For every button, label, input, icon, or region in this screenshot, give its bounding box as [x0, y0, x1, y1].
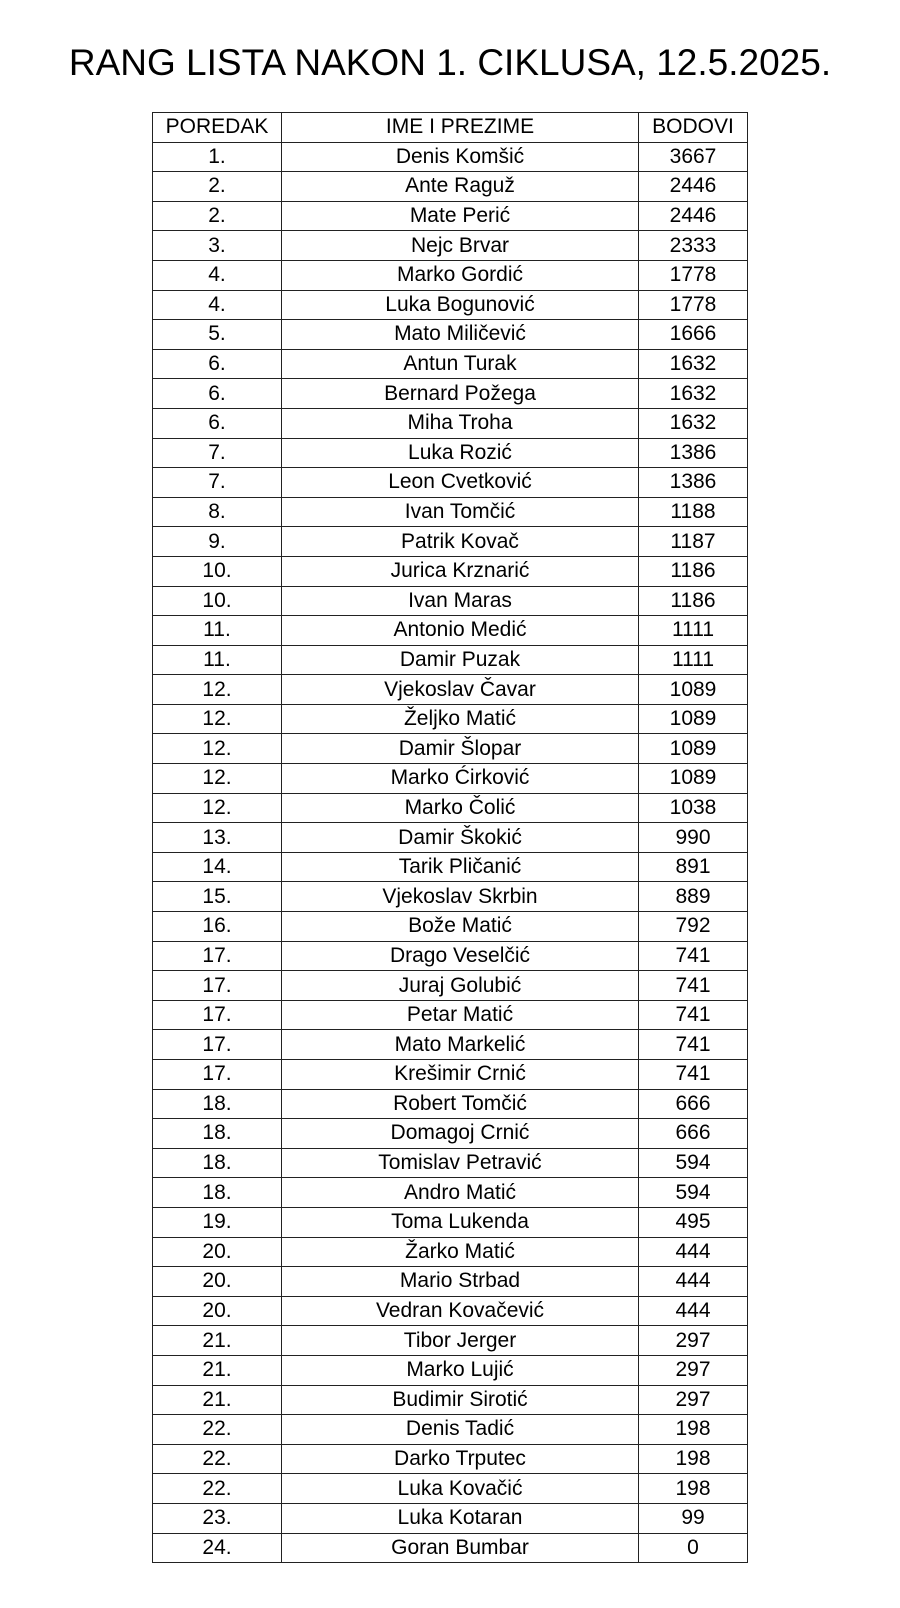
name-cell: Mato Miličević [282, 320, 639, 350]
rank-cell: 20. [153, 1296, 282, 1326]
rank-cell: 5. [153, 320, 282, 350]
points-cell: 1386 [639, 468, 748, 498]
rank-cell: 17. [153, 941, 282, 971]
table-row [153, 142, 748, 172]
points-cell: 1632 [639, 408, 748, 438]
ranking-table [152, 112, 748, 1563]
table-row [153, 1385, 748, 1415]
table-row [153, 1030, 748, 1060]
points-cell: 99 [639, 1503, 748, 1533]
name-cell: Krešimir Crnić [282, 1060, 639, 1090]
points-cell: 1089 [639, 675, 748, 705]
rank-cell: 12. [153, 734, 282, 764]
rank-cell: 20. [153, 1267, 282, 1297]
rank-cell: 16. [153, 912, 282, 942]
table-row [153, 320, 748, 350]
table-row [153, 764, 748, 794]
points-cell: 2333 [639, 231, 748, 261]
rank-cell: 21. [153, 1355, 282, 1385]
header-rank: POREDAK [153, 113, 282, 143]
name-cell: Juraj Golubić [282, 971, 639, 1001]
points-cell: 444 [639, 1296, 748, 1326]
name-cell: Toma Lukenda [282, 1207, 639, 1237]
table-row [153, 1533, 748, 1563]
name-cell: Antonio Medić [282, 616, 639, 646]
points-cell: 990 [639, 823, 748, 853]
table-row [153, 1444, 748, 1474]
name-cell: Bože Matić [282, 912, 639, 942]
table-row [153, 1089, 748, 1119]
points-cell: 495 [639, 1207, 748, 1237]
name-cell: Budimir Sirotić [282, 1385, 639, 1415]
points-cell: 741 [639, 941, 748, 971]
table-row [153, 823, 748, 853]
table-row [153, 675, 748, 705]
table-row [153, 616, 748, 646]
name-cell: Petar Matić [282, 1000, 639, 1030]
points-cell: 741 [639, 1060, 748, 1090]
name-cell: Andro Matić [282, 1178, 639, 1208]
name-cell: Marko Čolić [282, 793, 639, 823]
points-cell: 1111 [639, 616, 748, 646]
table-row [153, 586, 748, 616]
name-cell: Mate Perić [282, 201, 639, 231]
table-row [153, 793, 748, 823]
table-row [153, 527, 748, 557]
rank-cell: 19. [153, 1207, 282, 1237]
points-cell: 741 [639, 971, 748, 1001]
table-header-row [153, 113, 748, 143]
rank-cell: 17. [153, 971, 282, 1001]
points-cell: 198 [639, 1474, 748, 1504]
points-cell: 1632 [639, 379, 748, 409]
name-cell: Tibor Jerger [282, 1326, 639, 1356]
rank-cell: 21. [153, 1385, 282, 1415]
table-row [153, 912, 748, 942]
rank-cell: 6. [153, 379, 282, 409]
points-cell: 891 [639, 852, 748, 882]
points-cell: 198 [639, 1444, 748, 1474]
name-cell: Tarik Pličanić [282, 852, 639, 882]
rank-cell: 13. [153, 823, 282, 853]
rank-cell: 18. [153, 1178, 282, 1208]
name-cell: Darko Trputec [282, 1444, 639, 1474]
name-cell: Mario Strbad [282, 1267, 639, 1297]
name-cell: Luka Kotaran [282, 1503, 639, 1533]
rank-cell: 17. [153, 1060, 282, 1090]
points-cell: 1778 [639, 260, 748, 290]
name-cell: Damir Šlopar [282, 734, 639, 764]
points-cell: 2446 [639, 201, 748, 231]
name-cell: Ante Raguž [282, 172, 639, 202]
name-cell: Leon Cvetković [282, 468, 639, 498]
name-cell: Jurica Krznarić [282, 556, 639, 586]
table-row [153, 408, 748, 438]
rank-cell: 18. [153, 1148, 282, 1178]
name-cell: Damir Škokić [282, 823, 639, 853]
points-cell: 2446 [639, 172, 748, 202]
table-row [153, 645, 748, 675]
points-cell: 889 [639, 882, 748, 912]
rank-cell: 17. [153, 1030, 282, 1060]
rank-cell: 14. [153, 852, 282, 882]
points-cell: 444 [639, 1237, 748, 1267]
name-cell: Marko Ćirković [282, 764, 639, 794]
name-cell: Ivan Tomčić [282, 497, 639, 527]
table-row [153, 704, 748, 734]
table-row [153, 201, 748, 231]
rank-cell: 12. [153, 675, 282, 705]
name-cell: Damir Puzak [282, 645, 639, 675]
rank-cell: 2. [153, 172, 282, 202]
name-cell: Denis Tadić [282, 1415, 639, 1445]
name-cell: Miha Troha [282, 408, 639, 438]
points-cell: 1089 [639, 764, 748, 794]
name-cell: Bernard Požega [282, 379, 639, 409]
name-cell: Luka Bogunović [282, 290, 639, 320]
name-cell: Drago Veselčić [282, 941, 639, 971]
rank-cell: 11. [153, 645, 282, 675]
name-cell: Žarko Matić [282, 1237, 639, 1267]
points-cell: 297 [639, 1385, 748, 1415]
name-cell: Robert Tomčić [282, 1089, 639, 1119]
table-row [153, 1326, 748, 1356]
table-row [153, 734, 748, 764]
rank-cell: 11. [153, 616, 282, 646]
rank-cell: 10. [153, 586, 282, 616]
rank-cell: 8. [153, 497, 282, 527]
name-cell: Ivan Maras [282, 586, 639, 616]
points-cell: 297 [639, 1326, 748, 1356]
points-cell: 1188 [639, 497, 748, 527]
table-row [153, 1178, 748, 1208]
points-cell: 297 [639, 1355, 748, 1385]
table-row [153, 172, 748, 202]
name-cell: Vjekoslav Čavar [282, 675, 639, 705]
points-cell: 1089 [639, 704, 748, 734]
table-body [153, 142, 748, 1563]
points-cell: 1632 [639, 349, 748, 379]
name-cell: Luka Rozić [282, 438, 639, 468]
table-row [153, 468, 748, 498]
table-row [153, 290, 748, 320]
points-cell: 666 [639, 1089, 748, 1119]
name-cell: Denis Komšić [282, 142, 639, 172]
header-name: IME I PREZIME [282, 113, 639, 143]
rank-cell: 17. [153, 1000, 282, 1030]
table-row [153, 1503, 748, 1533]
rank-cell: 22. [153, 1444, 282, 1474]
points-cell: 594 [639, 1148, 748, 1178]
header-points: BODOVI [639, 113, 748, 143]
points-cell: 666 [639, 1119, 748, 1149]
rank-cell: 4. [153, 260, 282, 290]
rank-cell: 24. [153, 1533, 282, 1563]
table-row [153, 349, 748, 379]
rank-cell: 15. [153, 882, 282, 912]
points-cell: 198 [639, 1415, 748, 1445]
points-cell: 1187 [639, 527, 748, 557]
table-row [153, 260, 748, 290]
rank-cell: 22. [153, 1474, 282, 1504]
rank-cell: 6. [153, 349, 282, 379]
name-cell: Tomislav Petravić [282, 1148, 639, 1178]
table-row [153, 882, 748, 912]
name-cell: Željko Matić [282, 704, 639, 734]
rank-cell: 12. [153, 764, 282, 794]
table-row [153, 941, 748, 971]
rank-cell: 22. [153, 1415, 282, 1445]
points-cell: 1186 [639, 586, 748, 616]
name-cell: Nejc Brvar [282, 231, 639, 261]
name-cell: Vedran Kovačević [282, 1296, 639, 1326]
table-row [153, 852, 748, 882]
table-row [153, 1060, 748, 1090]
rank-cell: 18. [153, 1119, 282, 1149]
points-cell: 594 [639, 1178, 748, 1208]
points-cell: 792 [639, 912, 748, 942]
points-cell: 1386 [639, 438, 748, 468]
table-row [153, 231, 748, 261]
table-row [153, 1000, 748, 1030]
rank-cell: 9. [153, 527, 282, 557]
table-row [153, 1148, 748, 1178]
rank-cell: 12. [153, 704, 282, 734]
table-row [153, 1474, 748, 1504]
table-row [153, 1355, 748, 1385]
points-cell: 741 [639, 1030, 748, 1060]
page-title: RANG LISTA NAKON 1. CIKLUSA, 12.5.2025. [68, 42, 832, 83]
name-cell: Antun Turak [282, 349, 639, 379]
name-cell: Domagoj Crnić [282, 1119, 639, 1149]
table-row [153, 556, 748, 586]
points-cell: 0 [639, 1533, 748, 1563]
points-cell: 444 [639, 1267, 748, 1297]
points-cell: 1778 [639, 290, 748, 320]
points-cell: 3667 [639, 142, 748, 172]
name-cell: Mato Markelić [282, 1030, 639, 1060]
name-cell: Goran Bumbar [282, 1533, 639, 1563]
table-row [153, 1267, 748, 1297]
rank-cell: 7. [153, 438, 282, 468]
rank-cell: 23. [153, 1503, 282, 1533]
table-row [153, 1119, 748, 1149]
table-row [153, 1415, 748, 1445]
rank-cell: 7. [153, 468, 282, 498]
points-cell: 1089 [639, 734, 748, 764]
rank-cell: 1. [153, 142, 282, 172]
rank-cell: 3. [153, 231, 282, 261]
table-row [153, 497, 748, 527]
rank-cell: 20. [153, 1237, 282, 1267]
table-row [153, 379, 748, 409]
rank-cell: 10. [153, 556, 282, 586]
points-cell: 1186 [639, 556, 748, 586]
points-cell: 1111 [639, 645, 748, 675]
rank-cell: 18. [153, 1089, 282, 1119]
rank-cell: 2. [153, 201, 282, 231]
name-cell: Patrik Kovač [282, 527, 639, 557]
table-row [153, 971, 748, 1001]
rank-cell: 21. [153, 1326, 282, 1356]
rank-cell: 4. [153, 290, 282, 320]
table-row [153, 1237, 748, 1267]
points-cell: 741 [639, 1000, 748, 1030]
rank-cell: 6. [153, 408, 282, 438]
table-row [153, 1296, 748, 1326]
points-cell: 1666 [639, 320, 748, 350]
name-cell: Marko Lujić [282, 1355, 639, 1385]
name-cell: Marko Gordić [282, 260, 639, 290]
name-cell: Vjekoslav Skrbin [282, 882, 639, 912]
name-cell: Luka Kovačić [282, 1474, 639, 1504]
points-cell: 1038 [639, 793, 748, 823]
table-row [153, 1207, 748, 1237]
rank-cell: 12. [153, 793, 282, 823]
table-row [153, 438, 748, 468]
